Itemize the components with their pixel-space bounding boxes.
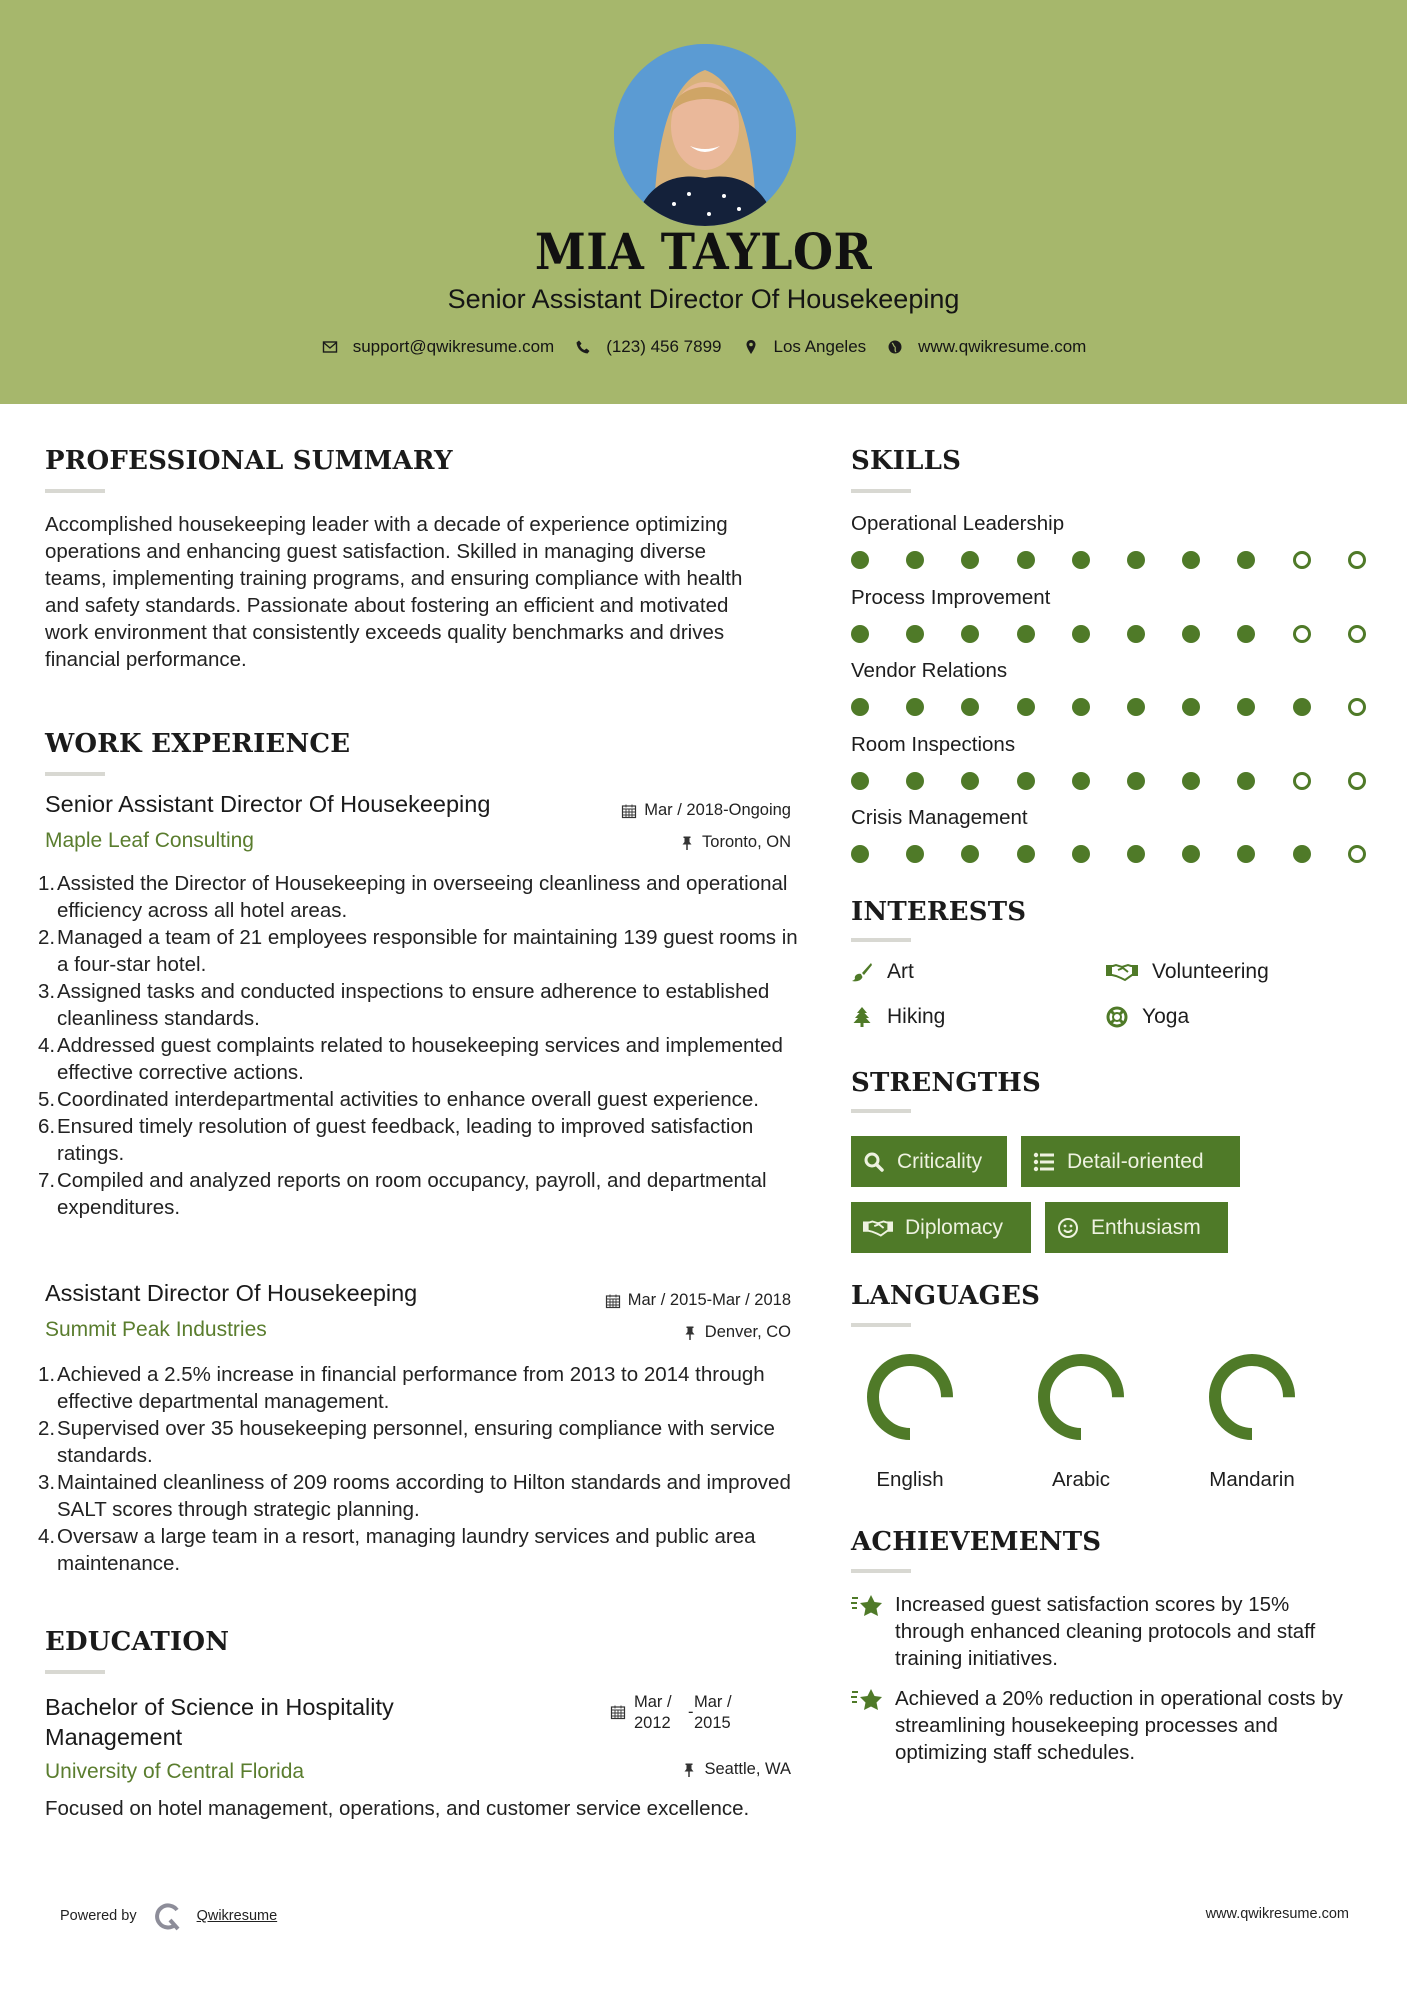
rating-dot-filled	[1072, 625, 1090, 643]
contact-phone-text: (123) 456 7899	[606, 337, 722, 356]
rating-dot-empty	[1348, 772, 1366, 790]
qwikresume-logo-icon	[153, 1901, 183, 1931]
experience-heading: WORK EXPERIENCE	[45, 729, 351, 759]
rating-dot-filled	[1237, 551, 1255, 569]
rating-dot-filled	[906, 551, 924, 569]
rating-dot-filled	[906, 625, 924, 643]
rating-dot-filled	[1072, 772, 1090, 790]
profile-photo	[614, 44, 796, 226]
tree-icon	[851, 1006, 873, 1028]
education-date-separator: -	[688, 1703, 694, 1721]
rating-dot-filled	[1017, 625, 1035, 643]
job-bullet: 1. Assisted the Director of Housekeeping in overseeing cleanliness and operational efficiency across all hotel areas.	[38, 872, 788, 922]
job-bullet: 7. Compiled and analyzed reports on room occupancy, payroll, and departmental expenditures.	[38, 1169, 767, 1219]
summary-text: Accomplished housekeeping leader with a decade of experience optimizing operations and enhancing guest satisfaction. Skilled in managing diverse teams, implementing training programs, and ensuring compliance with health and safety standards. Passionate about fostering an efficient and motivated work environment that consistently exceeds quality benchmarks and drives financial performance.	[45, 513, 743, 671]
rating-dot-filled	[1237, 845, 1255, 863]
contact-website[interactable]	[886, 337, 1086, 357]
rating-dot-filled	[851, 772, 869, 790]
skill-rating	[851, 625, 1403, 643]
contact-bar	[0, 337, 1407, 357]
envelope-icon	[321, 338, 339, 356]
job-dates	[560, 801, 791, 820]
education-heading: EDUCATION	[45, 1627, 230, 1657]
job-bullet: 4. Addressed guest complaints related to housekeeping services and implemented effective corrective actions.	[38, 1034, 783, 1084]
job-company: Maple Leaf Consulting	[45, 829, 254, 852]
job-bullet: 2. Managed a team of 21 employees responsible for maintaining 139 guest rooms in a four-star hotel.	[38, 926, 798, 976]
calendar-icon	[605, 1293, 621, 1309]
contact-location-text: Los Angeles	[773, 337, 867, 356]
rating-dot-filled	[1127, 772, 1145, 790]
calendar-icon	[621, 803, 637, 819]
education-start-date: Mar / 2012	[634, 1693, 672, 1732]
summary-heading-rule	[45, 489, 105, 493]
skills-heading-rule	[851, 489, 911, 493]
job-location	[560, 1323, 791, 1342]
summary-heading: PROFESSIONAL SUMMARY	[45, 446, 453, 476]
rating-dot-filled	[851, 551, 869, 569]
rating-dot-filled	[1182, 772, 1200, 790]
skill-label: Vendor Relations	[851, 659, 1008, 682]
rating-dot-filled	[851, 625, 869, 643]
rating-dot-empty	[1293, 625, 1311, 643]
interest-item-hiking: Hiking	[851, 1005, 945, 1029]
job-title: Senior Assistant Director Of Housekeeping	[45, 791, 491, 817]
contact-phone[interactable]	[574, 337, 721, 357]
rating-dot-filled	[851, 698, 869, 716]
rating-dot-filled	[1237, 698, 1255, 716]
degree-title: Bachelor of Science in Hospitality Management	[45, 1694, 394, 1750]
skill-label: Process Improvement	[851, 585, 1051, 609]
skills-heading: SKILLS	[851, 446, 962, 476]
rating-dot-empty	[1293, 551, 1311, 569]
achievements-heading-rule	[851, 1569, 911, 1573]
interest-item-yoga: Yoga	[1106, 1005, 1189, 1029]
rating-dot-filled	[906, 845, 924, 863]
skill-label: Crisis Management	[851, 806, 1028, 829]
rating-dot-empty	[1293, 772, 1311, 790]
calendar-icon	[610, 1704, 626, 1720]
list-icon	[1033, 1151, 1055, 1173]
candidate-name: MIA TAYLOR	[534, 222, 873, 281]
contact-email[interactable]	[321, 337, 555, 357]
strength-tag-enthusiasm: Enthusiasm	[1045, 1202, 1228, 1253]
strength-tag-criticality: Criticality	[851, 1136, 1007, 1187]
contact-email-text: support@qwikresume.com	[352, 337, 555, 356]
job-bullets	[38, 870, 798, 1221]
language-label: Arabic	[1051, 1468, 1111, 1491]
language-progress-ring	[865, 1352, 955, 1442]
rating-dot-filled	[1293, 845, 1311, 863]
rating-dot-empty	[1348, 625, 1366, 643]
rating-dot-filled	[1072, 845, 1090, 863]
phone-icon	[574, 338, 592, 356]
rating-dot-filled	[961, 772, 979, 790]
rating-dot-empty	[1348, 698, 1366, 716]
strengths-heading-rule	[851, 1109, 911, 1113]
rating-dot-filled	[906, 772, 924, 790]
rating-dot-filled	[1182, 625, 1200, 643]
job-bullet: 3. Assigned tasks and conducted inspections to ensure adherence to established cleanliness standards.	[38, 980, 770, 1030]
pushpin-icon	[681, 1762, 697, 1778]
job-bullet: 4. Oversaw a large team in a resort, managing laundry services and public area maintenance.	[38, 1525, 756, 1575]
rating-dot-filled	[1017, 698, 1035, 716]
rating-dot-filled	[961, 698, 979, 716]
rating-dot-filled	[1237, 625, 1255, 643]
education-heading-rule	[45, 1670, 105, 1674]
rating-dot-filled	[1127, 625, 1145, 643]
job-bullet: 2. Supervised over 35 housekeeping personnel, ensuring compliance with service standards.	[38, 1417, 775, 1467]
education-location-text: Seattle, WA	[704, 1760, 791, 1778]
rating-dot-filled	[1237, 772, 1255, 790]
profile-photo-illustration	[614, 44, 796, 226]
skill-label: Room Inspections	[851, 732, 1016, 756]
life-ring-icon	[1106, 1006, 1128, 1028]
contact-website-text: www.qwikresume.com	[918, 337, 1087, 356]
language-label: English	[876, 1468, 944, 1491]
skill-rating	[851, 845, 1403, 863]
rating-dot-filled	[1017, 845, 1035, 863]
strength-tag-diplomacy: Diplomacy	[851, 1202, 1031, 1253]
rating-dot-filled	[851, 845, 869, 863]
strengths-heading: STRENGTHS	[851, 1068, 1042, 1098]
job-location	[560, 833, 791, 852]
paintbrush-icon	[851, 961, 873, 983]
job-location-text: Denver, CO	[704, 1323, 791, 1341]
job-dates	[540, 1291, 791, 1310]
education-dates	[610, 1692, 748, 1734]
job-company: Summit Peak Industries	[45, 1318, 267, 1341]
languages-heading-rule	[851, 1323, 911, 1327]
candidate-title: Senior Assistant Director Of Housekeeping	[447, 284, 960, 314]
language-label: Mandarin	[1209, 1468, 1295, 1491]
rating-dot-filled	[1072, 551, 1090, 569]
language-item	[1021, 1352, 1141, 1492]
skill-label: Operational Leadership	[851, 512, 1065, 535]
rating-dot-filled	[1182, 551, 1200, 569]
footer-powered-by	[60, 1901, 277, 1931]
pushpin-icon	[682, 1325, 698, 1341]
language-item	[850, 1352, 970, 1492]
achievement-item: Achieved a 20% reduction in operational costs by streamlining housekeeping processes and optimizing staff schedules.	[851, 1685, 1351, 1766]
job-title: Assistant Director Of Housekeeping	[45, 1280, 418, 1306]
job-location-text: Toronto, ON	[702, 833, 791, 851]
rating-dot-filled	[1127, 845, 1145, 863]
globe-icon	[886, 338, 904, 356]
rating-dot-filled	[1127, 698, 1145, 716]
rating-dot-filled	[1017, 772, 1035, 790]
skill-rating	[851, 551, 1403, 569]
job-bullet: 1. Achieved a 2.5% increase in financial performance from 2013 to 2014 through effective departmental management.	[38, 1363, 765, 1413]
star-icon	[851, 1591, 885, 1619]
job-bullets	[38, 1361, 798, 1577]
interests-heading: INTERESTS	[851, 897, 1027, 927]
strength-tag-detail-oriented: Detail-oriented	[1021, 1136, 1240, 1187]
search-icon	[863, 1151, 885, 1173]
handshake-icon	[1106, 961, 1138, 983]
interest-item-volunteering: Volunteering	[1106, 960, 1269, 984]
education-description: Focused on hotel management, operations, and customer service excellence.	[45, 1797, 750, 1820]
rating-dot-filled	[1017, 551, 1035, 569]
rating-dot-filled	[906, 698, 924, 716]
rating-dot-empty	[1348, 845, 1366, 863]
experience-heading-rule	[45, 772, 105, 776]
skill-rating	[851, 772, 1403, 790]
interests-heading-rule	[851, 938, 911, 942]
skill-rating	[851, 698, 1403, 716]
rating-dot-filled	[961, 845, 979, 863]
qwikresume-link[interactable]: Qwikresume	[196, 1908, 278, 1924]
school-name: University of Central Florida	[45, 1760, 305, 1783]
powered-by-label: Powered by	[60, 1908, 137, 1924]
rating-dot-filled	[961, 625, 979, 643]
smile-icon	[1057, 1217, 1079, 1239]
language-item	[1192, 1352, 1312, 1492]
job-dates-text: Mar / 2015-Mar / 2018	[627, 1291, 791, 1309]
rating-dot-filled	[961, 551, 979, 569]
star-icon	[851, 1685, 885, 1713]
resume-header	[0, 0, 1407, 404]
language-progress-ring	[1036, 1352, 1126, 1442]
interest-item-art: Art	[851, 960, 914, 984]
contact-location	[742, 337, 867, 357]
job-bullet: 3. Maintained cleanliness of 209 rooms according to Hilton standards and improved SALT scores through strategic planning.	[38, 1471, 791, 1521]
language-progress-ring	[1207, 1352, 1297, 1442]
handshake-icon	[863, 1217, 893, 1239]
rating-dot-empty	[1348, 551, 1366, 569]
footer-website-link[interactable]: www.qwikresume.com	[1205, 1906, 1349, 1922]
rating-dot-filled	[1127, 551, 1145, 569]
rating-dot-filled	[1072, 698, 1090, 716]
achievements-heading: ACHIEVEMENTS	[851, 1527, 1102, 1557]
education-location	[560, 1760, 791, 1779]
job-bullet: 6. Ensured timely resolution of guest feedback, leading to improved satisfaction ratings.	[38, 1115, 754, 1165]
job-bullet: 5. Coordinated interdepartmental activities to enhance overall guest experience.	[38, 1088, 759, 1111]
rating-dot-filled	[1182, 845, 1200, 863]
rating-dot-filled	[1182, 698, 1200, 716]
rating-dot-filled	[1293, 698, 1311, 716]
languages-heading: LANGUAGES	[851, 1281, 1041, 1311]
education-end-date: Mar / 2015	[694, 1693, 732, 1732]
job-dates-text: Mar / 2018-Ongoing	[644, 801, 791, 819]
map-marker-icon	[742, 338, 760, 356]
pushpin-icon	[679, 835, 695, 851]
achievement-item: Increased guest satisfaction scores by 15% through enhanced cleaning protocols and staff training initiatives.	[851, 1591, 1351, 1672]
